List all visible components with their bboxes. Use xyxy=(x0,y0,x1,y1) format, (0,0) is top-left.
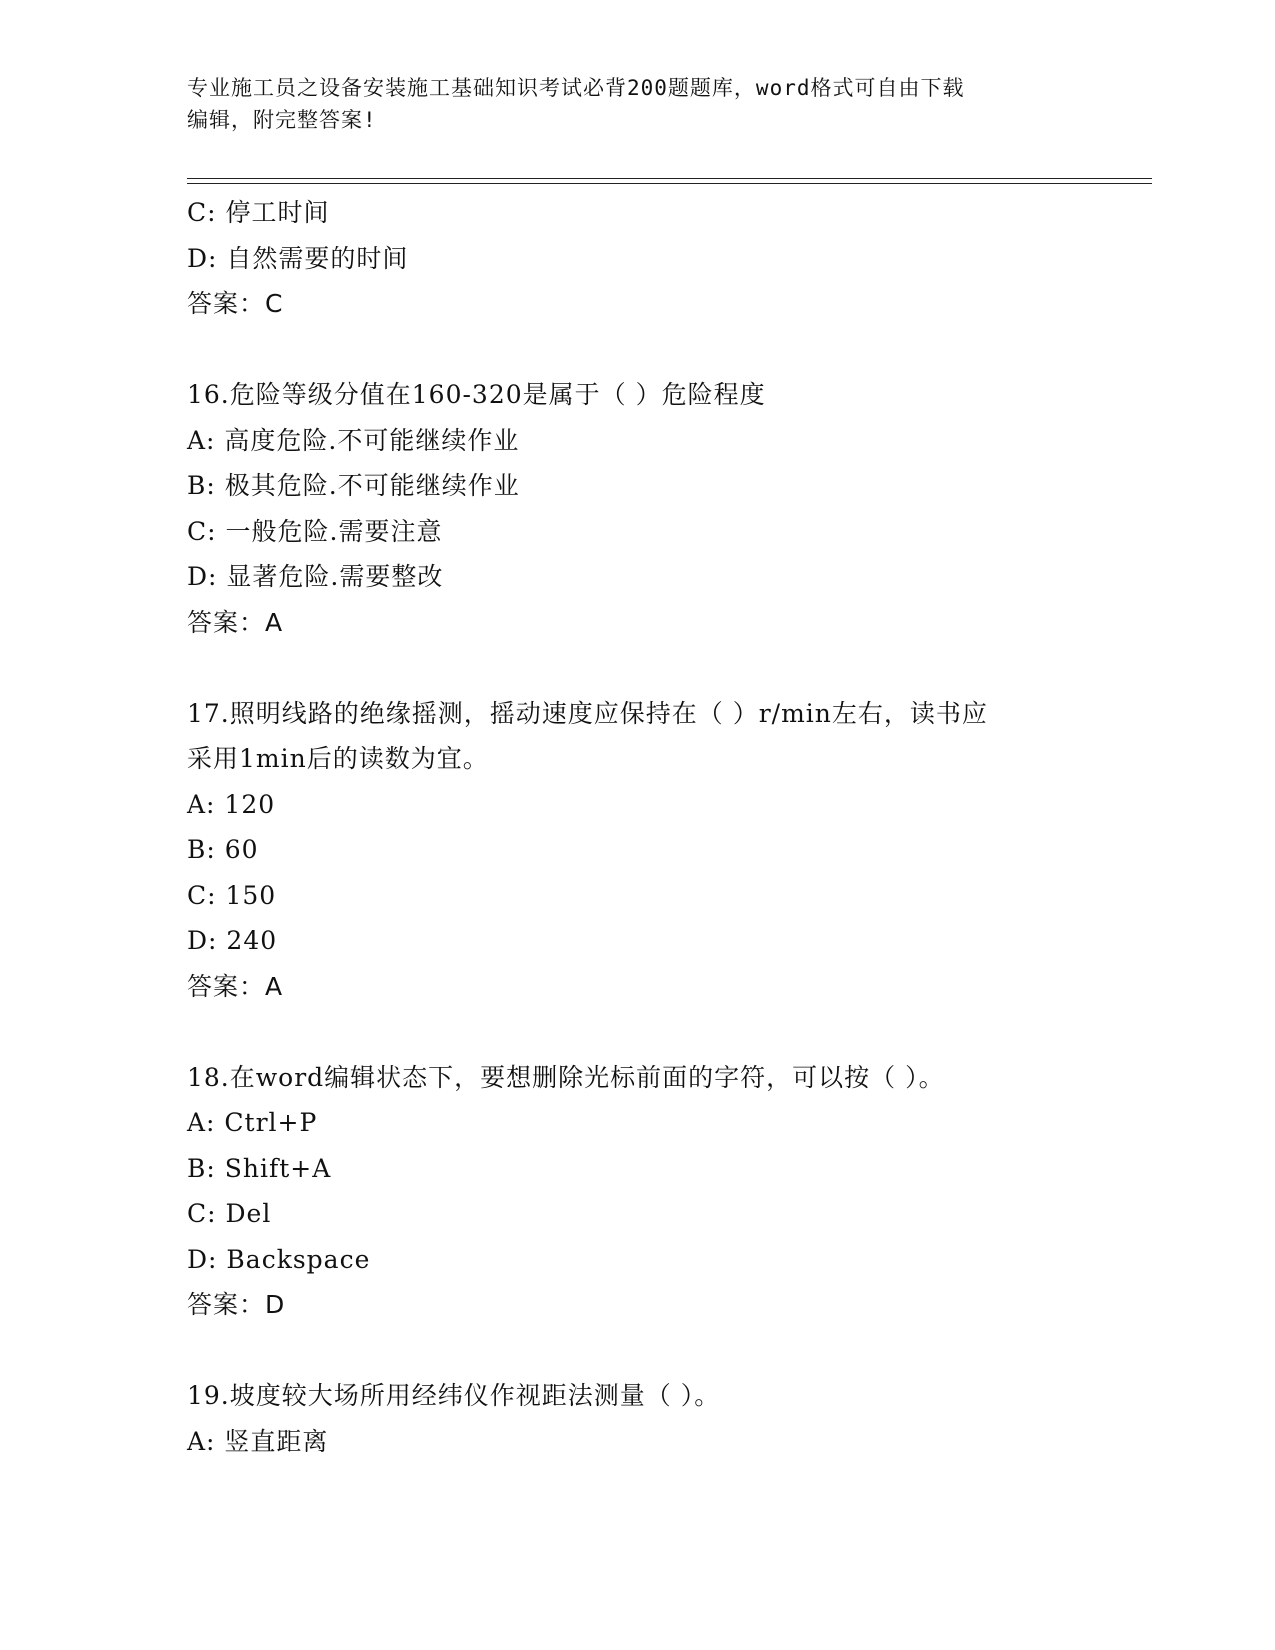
option-a: A: 高度危险.不可能继续作业 xyxy=(187,425,520,455)
question-list xyxy=(187,190,1087,1464)
option-d: D: Backspace xyxy=(187,1244,371,1274)
option-c: C: 150 xyxy=(187,880,277,910)
answer-line: 答案：A xyxy=(187,607,284,637)
spacer xyxy=(187,645,1087,691)
option-a: A: 竖直距离 xyxy=(187,1426,329,1456)
option-d: D: 自然需要的时间 xyxy=(187,243,409,273)
option-b: B: 60 xyxy=(187,835,259,864)
option-c: C: 停工时间 xyxy=(187,198,330,227)
option-b: B: 极其危险.不可能继续作业 xyxy=(187,471,520,500)
option-d: D: 240 xyxy=(187,926,278,955)
option-b: B: Shift+A xyxy=(187,1153,332,1183)
spacer xyxy=(187,327,1087,373)
option-a: A: 120 xyxy=(187,789,276,819)
answer-line: 答案：A xyxy=(187,971,284,1001)
question-text: 16.危险等级分值在160-320是属于（ ）危险程度 xyxy=(187,380,766,409)
answer-line: 答案：C xyxy=(187,289,284,318)
header-divider-top xyxy=(187,178,1152,179)
question-text: 18.在word编辑状态下，要想删除光标前面的字符，可以按（ ）。 xyxy=(187,1062,945,1092)
question-text: 19.坡度较大场所用经纬仪作视距法测量（ ）。 xyxy=(187,1381,721,1410)
header-divider-bottom xyxy=(187,183,1152,184)
question-block-16 xyxy=(187,372,1087,645)
option-d: D: 显著危险.需要整改 xyxy=(187,562,444,591)
header-title-line-2: 编辑，附完整答案! xyxy=(187,108,377,132)
document-header xyxy=(187,72,1087,136)
spacer xyxy=(187,1009,1087,1055)
option-c: C: Del xyxy=(187,1199,272,1228)
option-a: A: Ctrl+P xyxy=(187,1108,318,1137)
option-c: C: 一般危险.需要注意 xyxy=(187,516,443,546)
question-block-18 xyxy=(187,1055,1087,1328)
question-text-line-1: 17.照明线路的绝缘摇测，摇动速度应保持在（ ）r/min左右，读书应 xyxy=(187,698,988,728)
question-block-17 xyxy=(187,691,1087,1010)
question-text-line-2: 采用1min后的读数为宜。 xyxy=(187,744,489,773)
spacer xyxy=(187,1328,1087,1374)
answer-line: 答案：D xyxy=(187,1290,286,1319)
question-block-19 xyxy=(187,1373,1087,1464)
question-block-15 xyxy=(187,190,1087,327)
header-title-line-1: 专业施工员之设备安装施工基础知识考试必背200题题库，word格式可自由下载 xyxy=(187,76,965,100)
